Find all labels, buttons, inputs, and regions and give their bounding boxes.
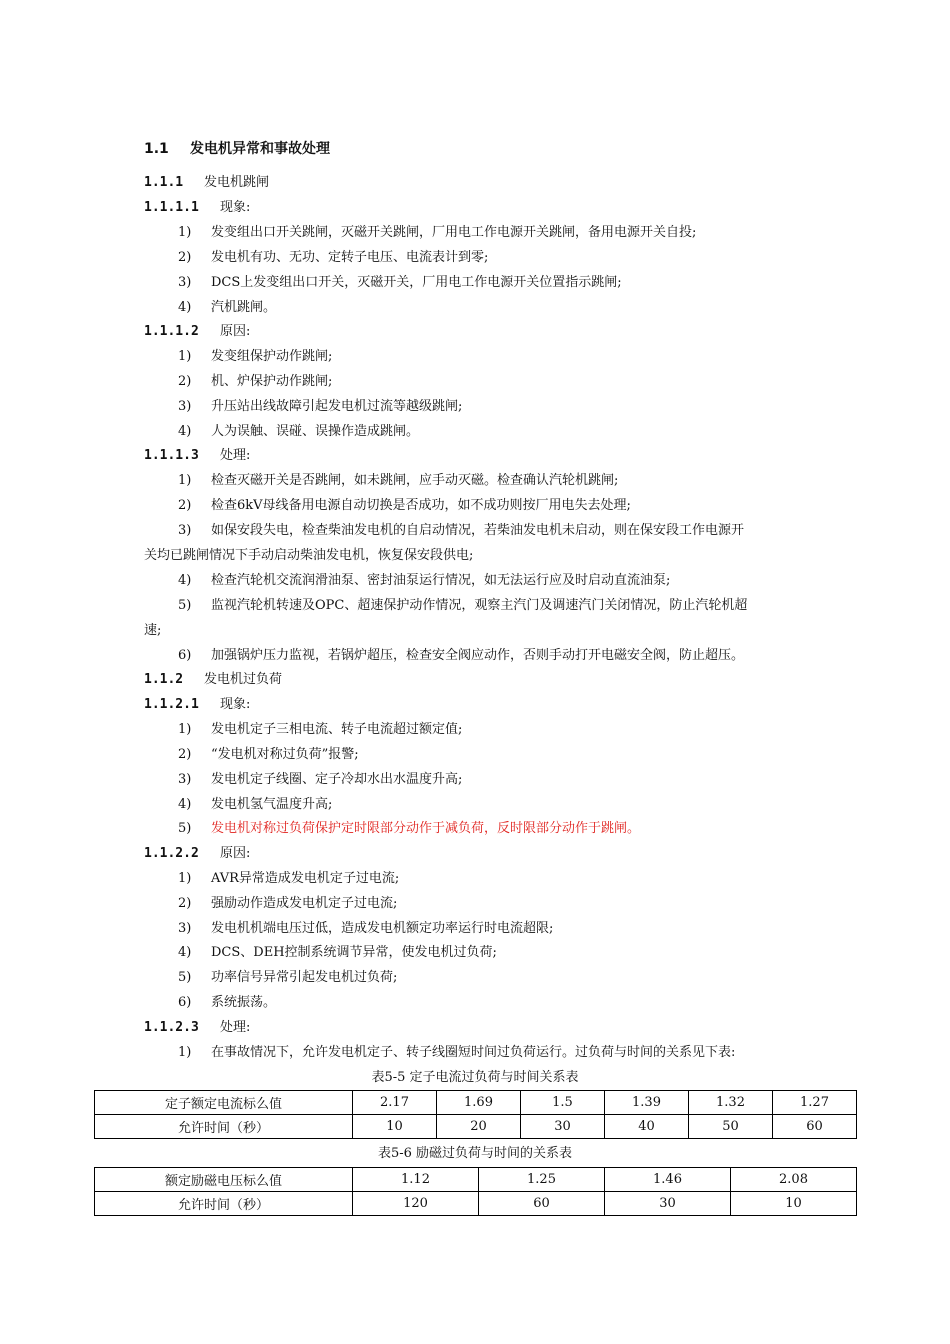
- list-item: [178, 769, 462, 791]
- sub-subsection-heading: [144, 1017, 250, 1039]
- item-text: 机、炉保护动作跳闸;: [211, 374, 333, 389]
- table-cell: 30: [521, 1115, 605, 1139]
- table-cell: 1.25: [479, 1168, 605, 1192]
- list-item: [178, 744, 359, 766]
- item-number: 4): [178, 945, 192, 960]
- list-item: [178, 967, 397, 989]
- table-cell: 1.5: [521, 1091, 605, 1115]
- section-title: 发电机异常和事故处理: [190, 141, 330, 157]
- item-text: 加强锅炉压力监视，若锅炉超压，检查安全阀应动作，否则手动打开电磁安全阀，防止超压。: [211, 648, 745, 663]
- heading-title: 现象:: [220, 200, 251, 215]
- list-item: [178, 396, 462, 418]
- item-text: 如保安段失电，检查柴油发电机的自启动情况，若柴油发电机未启动，则在保安段工作电源开: [211, 523, 745, 538]
- subsection-number: 1.1.1: [144, 175, 184, 190]
- item-text: 监视汽轮机转速及OPC、超速保护动作情况，观察主汽门及调速汽门关闭情况，防止汽轮机超: [211, 598, 748, 613]
- item-number: 3): [178, 523, 192, 538]
- table-cell: 30: [605, 1192, 731, 1216]
- item-text: AVR异常造成发电机定子过电流;: [211, 871, 400, 886]
- list-item: [178, 297, 276, 319]
- sub-subsection-heading: [144, 197, 250, 219]
- table-caption: 表5-5 定子电流过负荷与时间关系表: [371, 1070, 579, 1085]
- table-cell: 10: [353, 1115, 437, 1139]
- sub-subsection-heading: [144, 843, 250, 865]
- item-text: 发变组出口开关跳闸，灭磁开关跳闸，厂用电工作电源开关跳闸，备用电源开关自投;: [211, 225, 697, 240]
- item-number: 1): [178, 1045, 192, 1060]
- row-label: 额定励磁电压标么值: [95, 1168, 353, 1192]
- item-text: 功率信号异常引起发电机过负荷;: [211, 970, 398, 985]
- list-item: [178, 520, 744, 542]
- table-cell: 1.69: [437, 1091, 521, 1115]
- item-text: 发电机定子三相电流、转子电流超过额定值;: [211, 722, 463, 737]
- heading-title: 现象:: [220, 697, 251, 712]
- item-text: 检查6kV母线备用电源自动切换是否成功，如不成功则按厂用电失去处理;: [211, 498, 631, 513]
- item-text: 发电机氢气温度升高;: [211, 797, 333, 812]
- item-number: 6): [178, 995, 192, 1010]
- item-number: 1): [178, 349, 192, 364]
- list-item: [178, 645, 744, 667]
- table-cell: 1.27: [773, 1091, 857, 1115]
- heading-title: 原因:: [220, 324, 251, 339]
- table-cell: 1.39: [605, 1091, 689, 1115]
- item-text: DCS上发变组出口开关，灭磁开关，厂用电工作电源开关位置指示跳闸;: [211, 275, 622, 290]
- item-number: 2): [178, 747, 192, 762]
- table-cell: 120: [353, 1192, 479, 1216]
- table-row: [95, 1091, 857, 1115]
- item-number: 6): [178, 648, 192, 663]
- item-text: 发电机机端电压过低，造成发电机额定功率运行时电流超限;: [211, 921, 554, 936]
- list-item: [178, 868, 399, 890]
- list-item-continuation: 关均已跳闸情况下手动启动柴油发电机，恢复保安段供电;: [144, 548, 474, 563]
- heading-title: 处理:: [220, 1020, 251, 1035]
- table-cell: 1.12: [353, 1168, 479, 1192]
- heading-title: 原因:: [220, 846, 251, 861]
- table-cell: 40: [605, 1115, 689, 1139]
- list-item: [178, 570, 670, 592]
- item-number: 4): [178, 797, 192, 812]
- list-item-continuation: 速;: [144, 623, 162, 638]
- list-item: [178, 992, 276, 1014]
- item-text: 人为误触、误碰、误操作造成跳闸。: [211, 424, 420, 439]
- table-cell: 2.08: [731, 1168, 857, 1192]
- item-text: 发电机有功、无功、定转子电压、电流表计到零;: [211, 250, 489, 265]
- item-text: 检查灭磁开关是否跳闸，如未跳闸，应手动灭磁。检查确认汽轮机跳闸;: [211, 473, 619, 488]
- table-cell: 10: [731, 1192, 857, 1216]
- row-label: 定子额定电流标么值: [95, 1091, 353, 1115]
- table-cell: 2.17: [353, 1091, 437, 1115]
- table-row: [95, 1192, 857, 1216]
- item-number: 2): [178, 374, 192, 389]
- item-number: 1): [178, 722, 192, 737]
- item-text: 发电机定子线圈、定子冷却水出水温度升高;: [211, 772, 463, 787]
- table-cell: 60: [479, 1192, 605, 1216]
- sub-subsection-heading: [144, 321, 250, 343]
- heading-number: 1.1.2.1: [144, 697, 199, 712]
- item-text: 在事故情况下，允许发电机定子、转子线圈短时间过负荷运行。过负荷与时间的关系见下表:: [211, 1045, 736, 1060]
- table-caption: 表5-6 励磁过负荷与时间的关系表: [377, 1146, 573, 1161]
- item-number: 1): [178, 225, 192, 240]
- list-item: [178, 272, 622, 294]
- item-text: “发电机对称过负荷”报警;: [211, 747, 359, 762]
- list-item: [178, 495, 631, 517]
- list-item: [178, 719, 462, 741]
- item-number: 3): [178, 275, 192, 290]
- table-cell: 50: [689, 1115, 773, 1139]
- item-text: 检查汽轮机交流润滑油泵、密封油泵运行情况，如无法运行应及时启动直流油泵;: [211, 573, 671, 588]
- item-text: 升压站出线故障引起发电机过流等越级跳闸;: [211, 399, 463, 414]
- table-row: [95, 1115, 857, 1139]
- table-cell: 60: [773, 1115, 857, 1139]
- list-item: [178, 794, 332, 816]
- row-label: 允许时间（秒）: [95, 1115, 353, 1139]
- list-item: [178, 1042, 735, 1064]
- stator-overload-table: [94, 1090, 857, 1139]
- list-item: [178, 247, 488, 269]
- item-number: 1): [178, 871, 192, 886]
- list-item: [178, 942, 497, 964]
- heading-title: 处理:: [220, 448, 251, 463]
- item-text: 发变组保护动作跳闸;: [211, 349, 333, 364]
- item-text: 系统振荡。: [211, 995, 277, 1010]
- item-number: 3): [178, 399, 192, 414]
- sub-subsection-heading: [144, 694, 250, 716]
- item-number: 4): [178, 424, 192, 439]
- section-heading: [144, 138, 330, 158]
- table-cell: 1.32: [689, 1091, 773, 1115]
- list-item: [178, 346, 332, 368]
- list-item: [178, 818, 640, 840]
- subsection-number: 1.1.2: [144, 672, 184, 687]
- heading-number: 1.1.2.3: [144, 1020, 199, 1035]
- list-item: [178, 421, 419, 443]
- heading-number: 1.1.1.3: [144, 448, 199, 463]
- heading-number: 1.1.1.2: [144, 324, 199, 339]
- heading-number: 1.1.1.1: [144, 200, 199, 215]
- table-cell: 1.46: [605, 1168, 731, 1192]
- item-number: 3): [178, 772, 192, 787]
- item-number: 4): [178, 300, 192, 315]
- item-text: 强励动作造成发电机定子过电流;: [211, 896, 398, 911]
- highlighted-item-text: 发电机对称过负荷保护定时限部分动作于减负荷，反时限部分动作于跳闸。: [211, 821, 641, 836]
- section-number: 1.1: [144, 141, 169, 157]
- item-number: 1): [178, 473, 192, 488]
- subsection-title: 发电机跳闸: [204, 175, 270, 190]
- subsection-heading: [144, 669, 282, 691]
- subsection-title: 发电机过负荷: [204, 672, 283, 687]
- item-number: 5): [178, 598, 192, 613]
- list-item: [178, 470, 618, 492]
- row-label: 允许时间（秒）: [95, 1192, 353, 1216]
- item-number: 2): [178, 250, 192, 265]
- list-item: [178, 595, 747, 617]
- item-number: 4): [178, 573, 192, 588]
- table-cell: 20: [437, 1115, 521, 1139]
- list-item: [178, 893, 397, 915]
- sub-subsection-heading: [144, 445, 250, 467]
- item-number: 5): [178, 821, 192, 836]
- list-item: [178, 371, 332, 393]
- list-item: [178, 222, 696, 244]
- subsection-heading: [144, 172, 269, 194]
- item-number: 3): [178, 921, 192, 936]
- item-number: 5): [178, 970, 192, 985]
- item-number: 2): [178, 896, 192, 911]
- item-number: 2): [178, 498, 192, 513]
- item-text: 汽机跳闸。: [211, 300, 277, 315]
- item-text: DCS、DEH控制系统调节异常，使发电机过负荷;: [211, 945, 497, 960]
- table-row: [95, 1168, 857, 1192]
- heading-number: 1.1.2.2: [144, 846, 199, 861]
- excitation-overload-table: [94, 1167, 857, 1216]
- list-item: [178, 918, 553, 940]
